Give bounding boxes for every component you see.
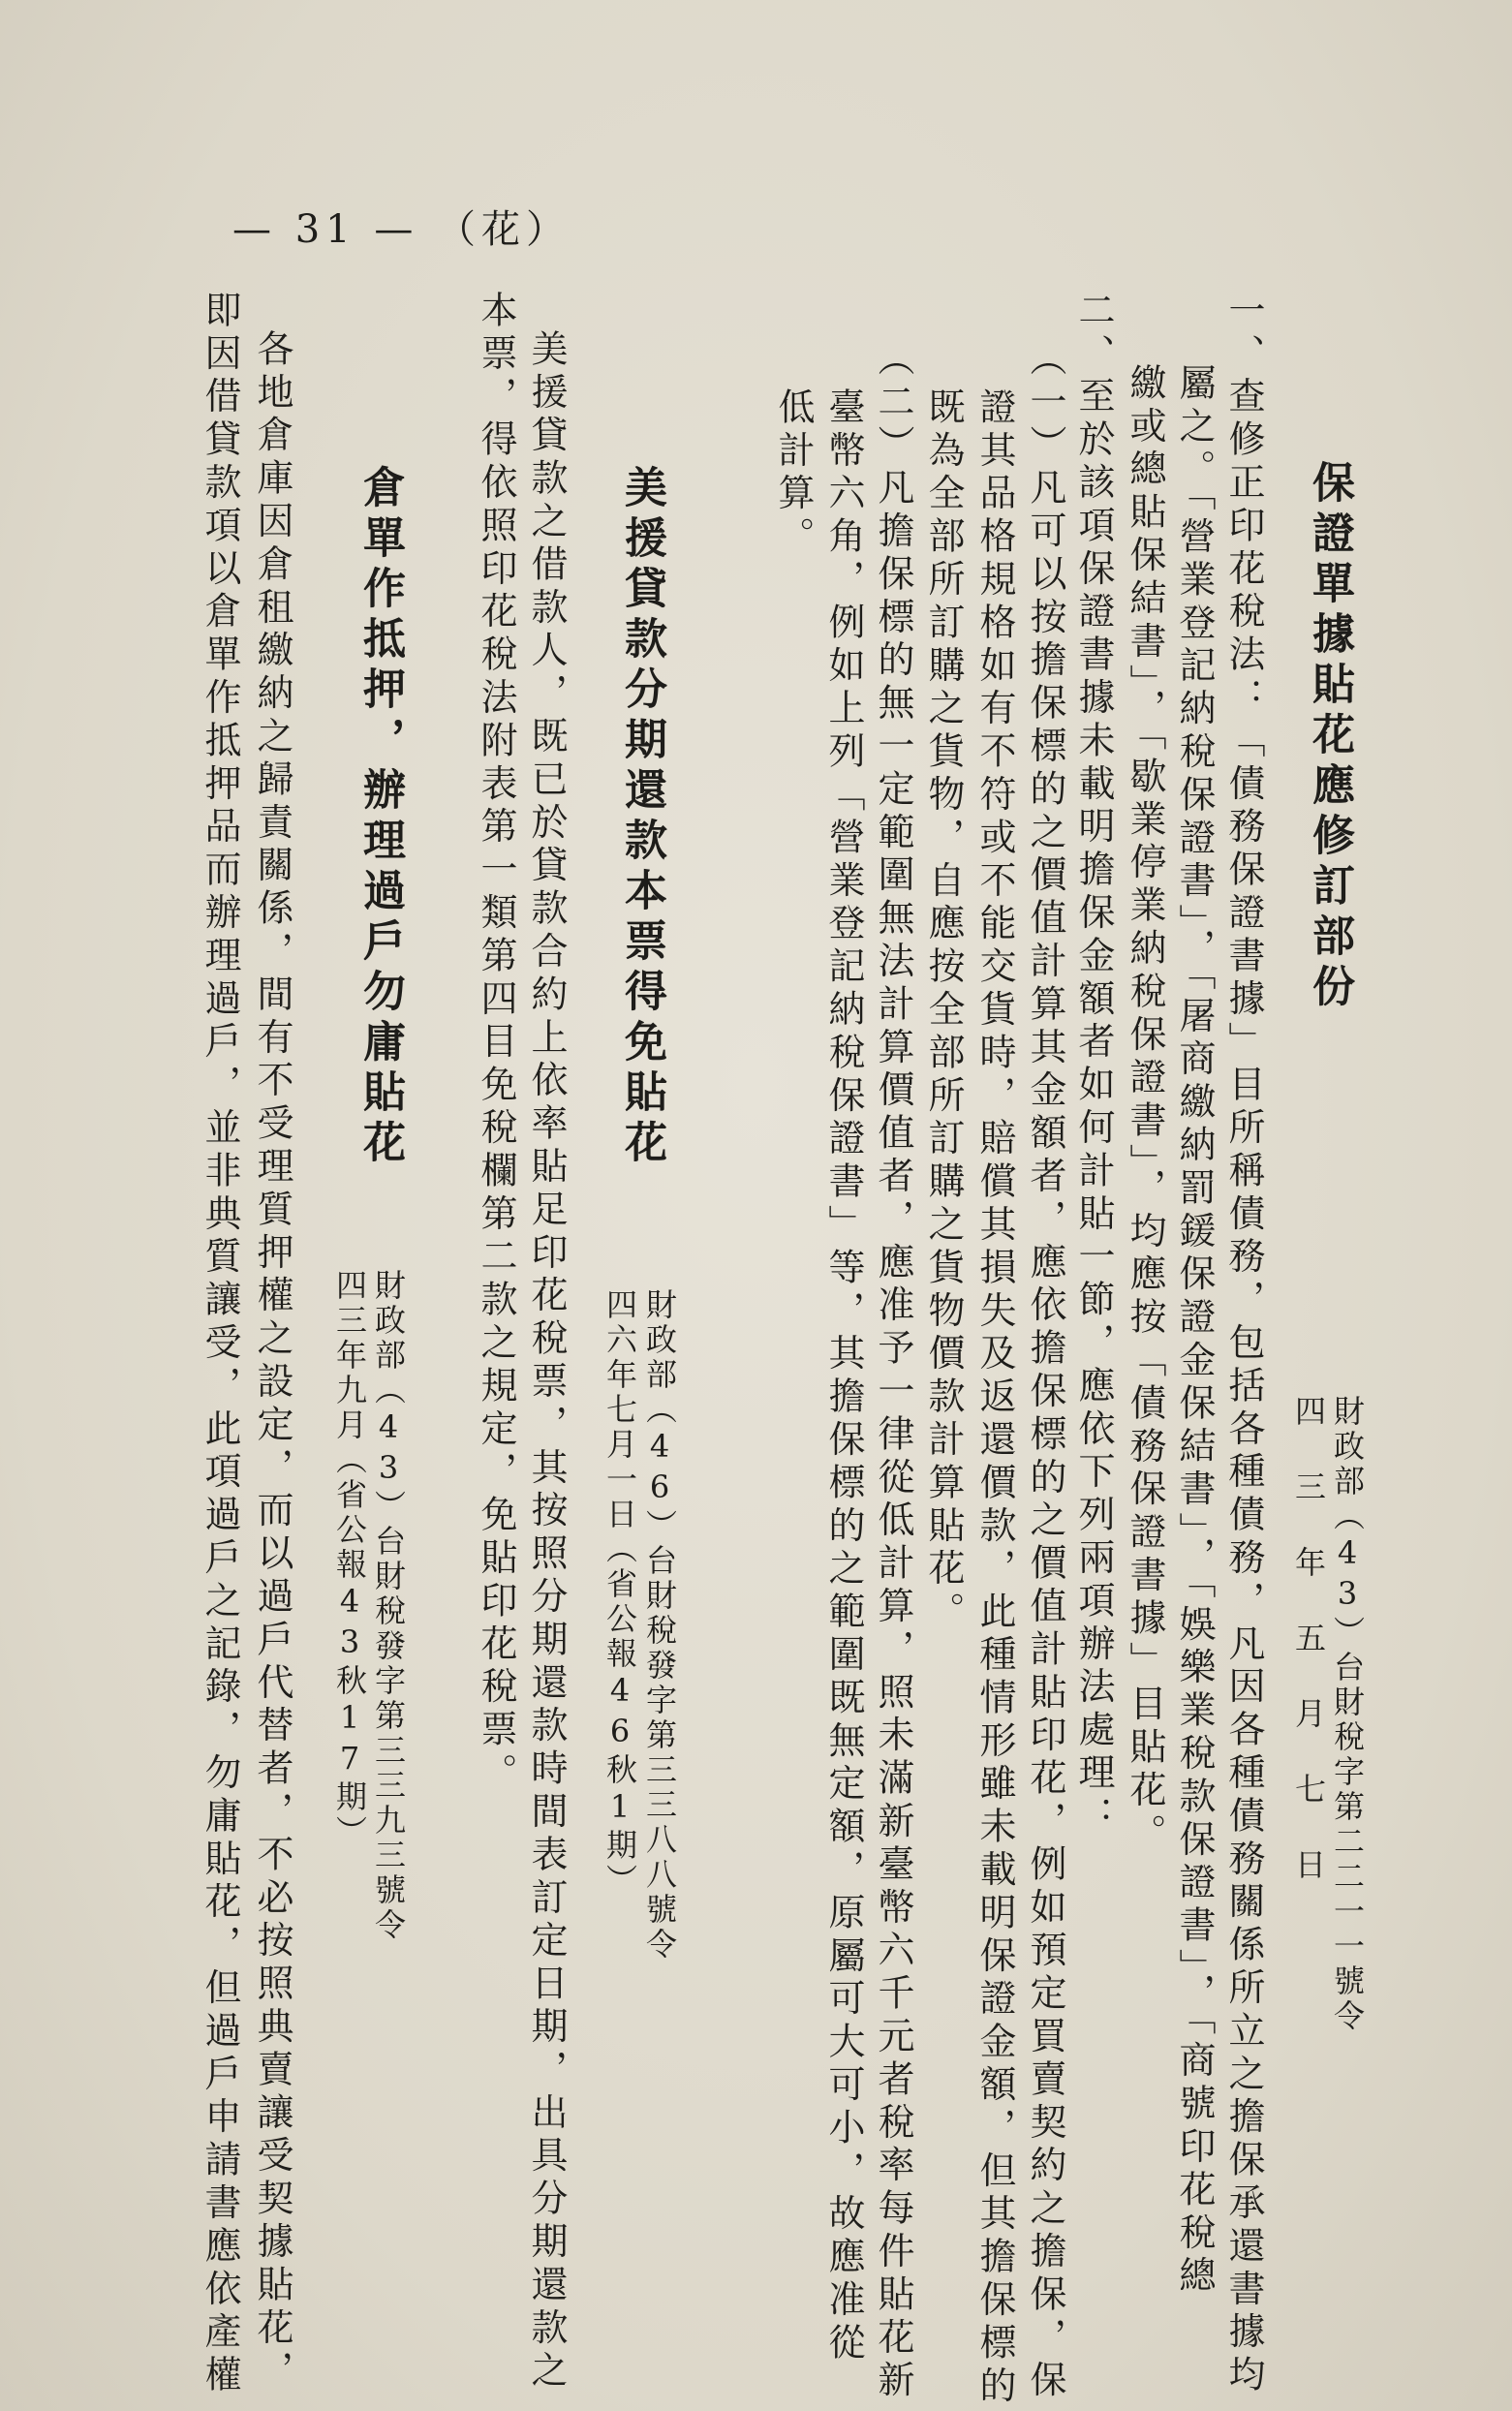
body-line: 即因借貸款項以倉單作抵押品而辦理過戶，並非典質讓受，此項過戶之記錄，勿庸貼花，但過戶申請書應依產權	[199, 291, 241, 2398]
section-date-line: 四 三 年 五 月 七 日	[1290, 1395, 1327, 1883]
body-line: 證其品格規格如有不符或不能交貨時，賠償其損失及返還價款，此種情形雖未載明保證金額，但其擔保標的	[973, 387, 1016, 2409]
section-title: 美援貸款分期還款本票得免貼花	[617, 465, 666, 1170]
body-line: 既為全部所訂購之貨物，自應按全部所訂購之貨物價款計算貼花。	[922, 387, 965, 1635]
section-date-line: 財政部（43）台財稅發字第三三九三號令	[370, 1269, 407, 1943]
body-line: 二、至於該項保證書據未載明擔保金額者如何計貼一節，應依下列兩項辦法處理：	[1072, 291, 1115, 1839]
section-title: 倉單作抵押，辦理過戶勿庸貼花	[355, 465, 405, 1170]
section-date-line: 財政部（43）台財稅字第二二一一號令	[1329, 1395, 1366, 2034]
section-date-line: 四六年七月一日（省公報46秋1期）	[602, 1288, 638, 1899]
section-title: 保證單據貼花應修訂部份	[1305, 460, 1354, 1014]
section-date-line: 四三年九月（省公報43秋17期）	[331, 1269, 368, 1850]
section-date-line: 財政部（46）台財稅發字第三三八八號令	[641, 1288, 678, 1963]
body-line: 本票，得依照印花稅法附表第一類第四目免稅欄第二款之規定，免貼印花稅票。	[475, 291, 517, 1796]
body-line: 屬之。「營業登記納稅保證書」，「屠商繳納罰鍰保證金保結書」，「娛樂業稅款保證書」，「商號印花稅總	[1173, 363, 1216, 2300]
body-line: （一）凡可以按擔保標的之價值計算其金額者，應依擔保標的之價值計貼印花，例如預定買賣契約之擔保，保	[1024, 339, 1066, 2404]
body-line: 低計算。	[772, 387, 815, 560]
body-line: 一、查修正印花稅法：「債務保證書據」目所稱債務，包括各種債務，凡因各種債務關係所立之擔保承還書據均	[1222, 291, 1265, 2398]
body-line: （二）凡擔保標的無一定範圍無法計算價值者，應准予一律從低計算，照未滿新臺幣六千元者稅率每件貼花新	[872, 339, 914, 2404]
page-header	[232, 199, 571, 254]
body-line: 美援貸款之借款人，既已於貸款合約上依率貼足印花稅票，其按照分期還款時間表訂定日期，出具分期還款之	[525, 329, 568, 2395]
body-line: 各地倉庫因倉租繳納之歸責關係，間有不受理質押權之設定，而以過戶代替者，不必按照典賣讓受契據貼花，	[251, 329, 293, 2395]
body-line: 繳或總貼保結書」，「歇業停業納稅保證書」，均應按「債務保證書據」目貼花。	[1124, 363, 1166, 1857]
body-line: 臺幣六角，例如上列「營業登記納稅保證書」等，其擔保標的之範圍既無定額，原屬可大可小，故應准從	[822, 387, 865, 2366]
page-number-line: — 31 — （花）	[232, 207, 571, 252]
